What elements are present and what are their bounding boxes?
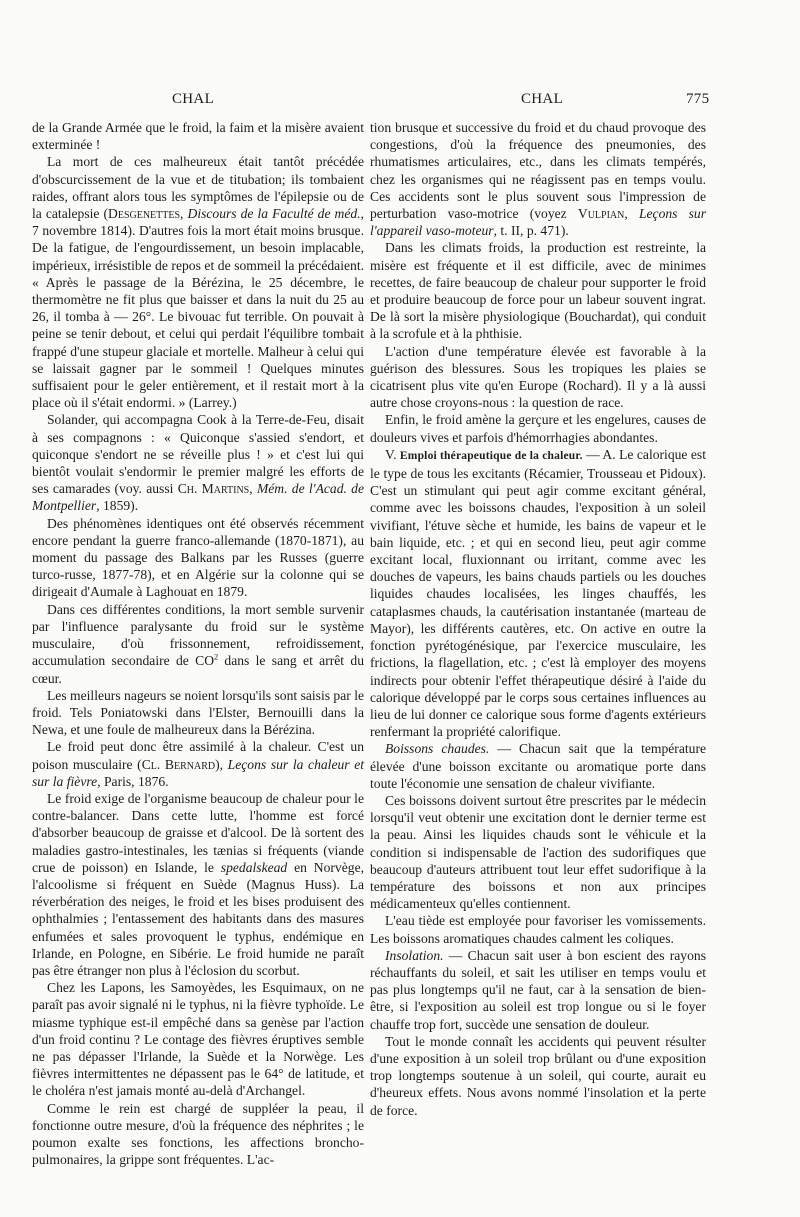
paragraph <box>32 1100 364 1169</box>
paragraph <box>370 411 706 445</box>
paragraph <box>32 515 364 601</box>
cited-work: Mém. de l'Acad. de Montpellier <box>32 481 364 514</box>
paragraph-text: de la Grande Armée que le froid, la faim et la misère avaient exterminée ! <box>32 120 364 153</box>
paragraph <box>370 446 706 740</box>
paragraph <box>32 979 364 1099</box>
cited-work: Leçons sur la chaleur et sur la fièvre <box>32 756 365 789</box>
paragraph <box>370 1033 706 1119</box>
paragraph <box>32 687 364 739</box>
section-heading: Emploi thérapeutique de la chaleur. <box>399 449 583 462</box>
paragraph-text: , Paris, 1876. <box>97 773 169 789</box>
paragraph-text: Solander, qui accompagna Cook à la Terre-de-Feu, disait à ses compagnons : « Quiconque s'assied s'endort, et quiconque s'endort ne se réveille plus ! » et c'est lui qui bientôt voulait s'endormir le premier malgré les efforts de ses camarades (voy. aussi <box>32 412 364 497</box>
page-number: 775 <box>686 91 710 107</box>
paragraph-text: — Chacun sait que la température élevée d'une boisson excitante ou aromatique porte dans toute l'économie une sensation de chaleur vivifiante. <box>370 741 707 791</box>
section-number: V. <box>385 446 397 462</box>
cited-work: Leçons sur l'appareil vaso-moteur <box>370 206 706 239</box>
paragraph <box>32 411 364 514</box>
paragraph-text: Chez les Lapons, les Samoyèdes, les Esquimaux, on ne paraît pas avoir signalé ni le typhus, ni la fièvre typhoïde. Le miasme typhique est-il empêché dans sa genèse par l'action d'un froid continu ? Le contage des fièvres éruptives semble ne pas dépasser l'Irlande, la Suède et la Norwège. Les fièvres intermittentes ne dépassent pas le 64° de latitude, et le choléra n'est jamais monté au-delà d'Archangel. <box>32 980 364 1099</box>
paragraph-text: dans le sang et arrêt du cœur. <box>32 653 364 686</box>
paragraph <box>370 740 706 792</box>
italic-subheading: Insolation. <box>385 947 444 963</box>
author-name: Vulpian, <box>577 206 628 222</box>
paragraph-text: , 7 novembre 1814). D'autres fois la mort était moins brusque. De la fatigue, de l'engourdissement, un besoin implacable, impérieux, irrésistible de repos et de sommeil la précédaient. « Après le passage de la Bérézina, le 25 décembre, le thermomètre ne fit plus que baisser et dans la nuit du 25 au 26, il tomba à — 26°. Le bivouac fut terrible. On pouvait à peine se tenir debout, et celui qui perdait l'équilibre tombait frappé d'une stupeur glaciale et mortelle. Malheur à celui qui se laissait gagner par le sommeil ! Quelques minutes suffisaient pour le geler entièrement, et il restait mort à la place où il s'était endormi. » (Larrey.) <box>32 206 364 411</box>
author-name: Desgenettes, <box>108 206 184 222</box>
left-column <box>32 119 364 1168</box>
paragraph-text: La mort de ces malheureux était tantôt précédée d'obscurcissement de la vue et de titubation; ils tombaient raides, offrant alors tous les symptômes de l'épilepsie ou de la catalepsie ( <box>32 154 364 222</box>
paragraph-text: Comme le rein est chargé de suppléer la peau, il fonctionne outre mesure, d'où la fréquence des néphrites ; le poumon exalte ses fonctions, les affections broncho-pulmonaires, la grippe sont fréquentes. L'ac- <box>32 1100 364 1168</box>
paragraph <box>370 343 706 412</box>
paragraph-text: tion brusque et successive du froid et du chaud provoque des congestions, d'où la fréquence des pneumonies, des rhumatismes articulaires, etc., dans les climats tempérés, chez les organismes qui ne réagissent pas en temps voulu. Ces accidents sont le plus souvent sous l'impression de perturbation vaso-motrice (voyez <box>370 120 706 222</box>
paragraph <box>32 153 364 411</box>
paragraph <box>32 790 364 979</box>
paragraph <box>32 601 364 687</box>
paragraph-text: , 1859). <box>96 498 139 514</box>
superscript: 2 <box>214 652 219 662</box>
paragraph-text: , t. II, p. 471). <box>493 223 569 239</box>
paragraph <box>32 119 364 153</box>
author-name: Cl. Bernard), <box>141 756 224 772</box>
running-head-left: CHAL <box>172 91 215 107</box>
italic-term: spedalskead <box>220 859 288 875</box>
paragraph-text: Dans ces différentes conditions, la mort semble survenir par l'influence paralysante du froid sur le système musculaire, d'où frissonnement, refroidissement, accumulation secondaire de CO <box>32 601 364 669</box>
paragraph <box>370 119 706 239</box>
paragraph <box>370 239 706 342</box>
paragraph-text: en Norvège, l'alcoolisme si fréquent en Suède (Magnus Huss). La réverbération des neiges, le froid et les bises produisent des ophthalmies ; l'entassement des habitants dans des masures enfumées et sales provoquent le typhus, endémique en Irlande, en Pologne, en Sibérie. Le froid humide ne paraît pas être étranger non plus à l'éclosion du scorbut. <box>32 859 364 978</box>
right-column <box>370 119 706 1119</box>
paragraph-text: Le froid peut donc être assimilé à la chaleur. C'est un poison musculaire ( <box>32 739 364 772</box>
paragraph <box>370 792 706 912</box>
paragraph-text: Ces boissons doivent surtout être prescrites par le médecin lorsqu'il veut obtenir une excitation dont le dernier terme est la peau. Ainsi les liquides chauds sont le véhicule et la condition si indispensable de l'action des sudorifiques que beaucoup d'auteurs attribuent tout leur effet sudorifique à la température des boissons et non aux principes médicamenteux qu'elles contiennent. <box>370 792 706 912</box>
paragraph-text: Dans les climats froids, la production est restreinte, la misère est fréquente et il est difficile, avec de minimes recettes, de faire beaucoup de chaleur pour supporter le froid et produire beaucoup de force pour un labeur souvent ingrat. De là sort la misère physiologique (Bouchardat), qui conduit à la scrofule et à la phthisie. <box>370 240 706 342</box>
cited-work: Discours de la Faculté de méd. <box>187 206 361 222</box>
paragraph-text: Enfin, le froid amène la gerçure et les engelures, causes de douleurs vives et parfois d'hémorrhagies abondantes. <box>370 412 706 445</box>
paragraph-text: — A. Le calorique est le type de tous les excitants (Récamier, Trousseau et Pidoux). C'est un stimulant qui peut agir comme excitant général, comme avec les boissons chaudes, l'exposition à un soleil vivifiant, l'étuve sèche et humide, les bains de vapeur et le bain liquide, etc. ; et qui en second lieu, peut agir comme excitant local, fluxionnant ou irritant, comme avec les douches de vapeurs, les bains chauds partiels ou les douches liquides chaudes localisées, les linges chauffés, les cataplasmes chauds, la cautérisation instantanée (marteau de Mayor), les différents cautères, etc. On active en outre la fonction pyrétogénésique, par l'exercice musculaire, les frictions, la flagellation, etc. ; c'est là employer des moyens indirects pour obtenir l'effet thérapeutique désiré à l'aide du calorique développé par le corps sous certaines influences au lieu de lui donner ce calorique sous forme d'agents extérieurs renfermant la propriété calorifique. <box>370 446 706 740</box>
paragraph-text: Le froid exige de l'organisme beaucoup de chaleur pour le contre-balancer. Dans cette lutte, l'homme est forcé d'absorber beaucoup de graisse et d'alcool. De là sortent des maladies gastro-intestinales, les tænias si fréquents (viande crue de poisson) en Islande, le <box>32 790 364 875</box>
running-head-right: CHAL <box>521 91 564 107</box>
paragraph-text: L'action d'une température élevée est favorable à la guérison des blessures. Sous les tropiques les plaies se cicatrisent plus vite qu'en Europe (Rochard). Il y a là aussi autre chose croyons-nous : la question de race. <box>370 343 706 411</box>
paragraph-text: L'eau tiède est employée pour favoriser les vomissements. Les boissons aromatiques chaudes calment les coliques. <box>370 913 706 946</box>
paragraph <box>370 947 706 1033</box>
paragraph-text: — Chacun sait user à bon escient des rayons réchauffants du soleil, et sait les utiliser en temps voulu et pas plus longtemps qu'il ne faut, car à la sensation de bien-être, si l'exposition au soleil est trop longue ou si le foyer chauffe trop fort, succède une sensation de douleur. <box>370 947 706 1032</box>
paragraph-text: Tout le monde connaît les accidents qui peuvent résulter d'une exposition à un soleil trop brûlant ou d'une exposition trop longtemps soutenue à un soleil, qui courte, aurait eu d'heureux effets. Nous avons nommé l'insolation et la perte de force. <box>370 1033 706 1118</box>
paragraph-text: Les meilleurs nageurs se noient lorsqu'ils sont saisis par le froid. Tels Poniatowski dans l'Elster, Bernouilli dans la Newa, et une foule de malheureux dans la Bérézina. <box>32 687 364 738</box>
author-name: Ch. Martins, <box>177 481 253 497</box>
italic-subheading: Boissons chaudes. <box>385 741 490 757</box>
paragraph <box>370 912 706 946</box>
paragraph <box>32 738 364 790</box>
paragraph-text: Des phénomènes identiques ont été observés récemment encore pendant la guerre franco-allemande (1870-1871), au moment du passage des Balkans par les Russes (guerre turco-russe, 1877-78), et en Algérie sur la colonne qui se dirigeait d'Aumale à Laghouat en 1879. <box>32 515 364 600</box>
